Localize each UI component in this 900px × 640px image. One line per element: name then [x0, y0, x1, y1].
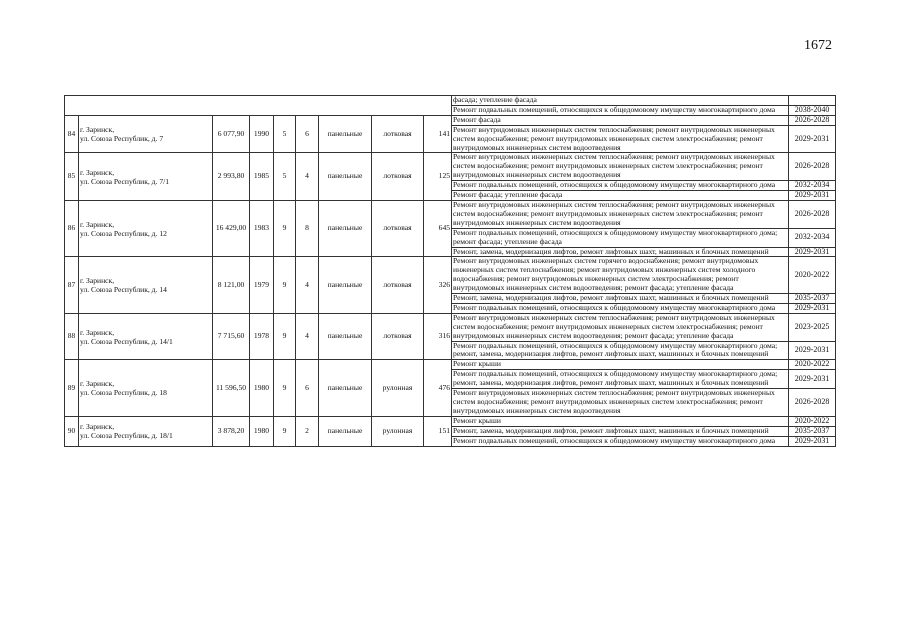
work-period: 2026-2028 [789, 153, 836, 181]
work-description: Ремонт подвальных помещений, относящихся к общедомовому имуществу многоквартирного дома [452, 181, 789, 191]
build-year: 1979 [250, 257, 274, 313]
work-description: Ремонт внутридомовых инженерных систем теплоснабжения; ремонт внутридомовых инженерных систем водоснабжения; ремонт внутридомовых инженерных систем электроснабжения; ремонт внутридомовых инженерных систем водоотведения [452, 153, 789, 181]
address-street: ул. Союза Республик, д. 14/1 [80, 336, 173, 346]
work-period: 2026-2028 [789, 200, 836, 228]
house-address [79, 200, 213, 256]
work-period: 2020-2022 [789, 416, 836, 426]
work-period: 2029-2031 [789, 370, 836, 389]
table-row [65, 257, 836, 294]
work-period: 2032-2034 [789, 228, 836, 247]
house-address [79, 257, 213, 313]
table-row [65, 96, 836, 106]
row-number: 84 [65, 115, 79, 153]
wall-material: панельные [319, 153, 372, 201]
build-year: 1980 [250, 416, 274, 446]
residents-count: 316 [424, 313, 452, 360]
work-period: 2026-2028 [789, 115, 836, 125]
row-number: 90 [65, 416, 79, 446]
work-period [789, 96, 836, 106]
roof-type: рулонная [372, 416, 424, 446]
total-area: 7 715,60 [213, 313, 250, 360]
total-area: 6 077,90 [213, 115, 250, 153]
work-description: Ремонт подвальных помещений, относящихся к общедомовому имуществу многоквартирного дома [452, 105, 789, 115]
work-period: 2029-2031 [789, 436, 836, 446]
row-number: 89 [65, 360, 79, 416]
table-row [65, 200, 836, 228]
continued-house-cell [65, 96, 452, 116]
roof-type: лотковая [372, 313, 424, 360]
row-number: 88 [65, 313, 79, 360]
work-description: Ремонт подвальных помещений, относящихся к общедомовому имуществу многоквартирного дома [452, 303, 789, 313]
address-city: г. Заринск, [80, 125, 115, 135]
work-period: 2020-2022 [789, 360, 836, 370]
table-row [65, 153, 836, 181]
house-address [79, 115, 213, 153]
work-period: 2035-2037 [789, 426, 836, 436]
entrances-count: 4 [296, 153, 319, 201]
floors-count: 9 [274, 257, 296, 313]
work-description: Ремонт, замена, модернизация лифтов, ремонт лифтовых шахт, машинных и блочных помещений [452, 426, 789, 436]
work-description: Ремонт крыши [452, 360, 789, 370]
floors-count: 5 [274, 153, 296, 201]
work-period: 2032-2034 [789, 181, 836, 191]
work-period: 2029-2031 [789, 247, 836, 257]
work-description: Ремонт подвальных помещений, относящихся к общедомовому имуществу многоквартирного дома [452, 436, 789, 446]
work-period: 2029-2031 [789, 303, 836, 313]
work-description: Ремонт внутридомовых инженерных систем теплоснабжения; ремонт внутридомовых инженерных систем водоснабжения; ремонт внутридомовых инженерных систем электроснабжения; ремонт внутридомовых инженерных систем водоотведения [452, 200, 789, 228]
floors-count: 9 [274, 200, 296, 256]
house-address [79, 313, 213, 360]
table-row [65, 360, 836, 370]
repair-schedule-table [64, 95, 836, 447]
roof-type: рулонная [372, 360, 424, 416]
entrances-count: 8 [296, 200, 319, 256]
address-street: ул. Союза Республик, д. 14 [80, 285, 167, 295]
address-street: ул. Союза Республик, д. 12 [80, 228, 167, 238]
wall-material: панельные [319, 416, 372, 446]
wall-material: панельные [319, 115, 372, 153]
table-row [65, 313, 836, 341]
work-period: 2035-2037 [789, 294, 836, 304]
table-row [65, 416, 836, 426]
work-description: Ремонт крыши [452, 416, 789, 426]
table-row [65, 115, 836, 125]
work-period: 2029-2031 [789, 125, 836, 153]
address-street: ул. Союза Республик, д. 7/1 [80, 176, 170, 186]
address-city: г. Заринск, [80, 422, 115, 432]
residents-count: 476 [424, 360, 452, 416]
wall-material: панельные [319, 360, 372, 416]
work-description: Ремонт подвальных помещений, относящихся к общедомовому имуществу многоквартирного дома; ремонт, замена, модернизация лифтов, ремонт лифтовых шахт, машинных и блочных помещений [452, 370, 789, 389]
total-area: 11 596,50 [213, 360, 250, 416]
work-period: 2029-2031 [789, 341, 836, 360]
table-body [65, 96, 836, 447]
roof-type: лотковая [372, 257, 424, 313]
residents-count: 645 [424, 200, 452, 256]
entrances-count: 4 [296, 257, 319, 313]
work-period: 2029-2031 [789, 191, 836, 201]
floors-count: 9 [274, 313, 296, 360]
address-street: ул. Союза Республик, д. 7 [80, 134, 164, 144]
work-period: 2026-2028 [789, 389, 836, 417]
entrances-count: 4 [296, 313, 319, 360]
build-year: 1978 [250, 313, 274, 360]
row-number: 86 [65, 200, 79, 256]
address-city: г. Заринск, [80, 167, 115, 177]
work-description: Ремонт подвальных помещений, относящихся к общедомовому имуществу многоквартирного дома; ремонт, замена, модернизация лифтов, ремонт лифтовых шахт, машинных и блочных помещений [452, 341, 789, 360]
roof-type: лотковая [372, 153, 424, 201]
work-description: фасада; утепление фасада [452, 96, 789, 106]
roof-type: лотковая [372, 115, 424, 153]
residents-count: 125 [424, 153, 452, 201]
work-period: 2038-2040 [789, 105, 836, 115]
address-city: г. Заринск, [80, 327, 115, 337]
residents-count: 141 [424, 115, 452, 153]
address-city: г. Заринск, [80, 276, 115, 286]
floors-count: 9 [274, 360, 296, 416]
wall-material: панельные [319, 257, 372, 313]
build-year: 1983 [250, 200, 274, 256]
residents-count: 326 [424, 257, 452, 313]
address-street: ул. Союза Республик, д. 18/1 [80, 431, 173, 441]
house-address [79, 360, 213, 416]
work-description: Ремонт подвальных помещений, относящихся к общедомовому имуществу многоквартирного дома; ремонт фасада; утепление фасада [452, 228, 789, 247]
work-description: Ремонт внутридомовых инженерных систем теплоснабжения; ремонт внутридомовых инженерных систем водоснабжения; ремонт внутридомовых инженерных систем электроснабжения; ремонт внутридомовых инженерных систем водоотведения; ремонт фасада; утепление фасада [452, 313, 789, 341]
build-year: 1985 [250, 153, 274, 201]
entrances-count: 6 [296, 115, 319, 153]
address-city: г. Заринск, [80, 219, 115, 229]
work-period: 2023-2025 [789, 313, 836, 341]
roof-type: лотковая [372, 200, 424, 256]
row-number: 85 [65, 153, 79, 201]
work-description: Ремонт, замена, модернизация лифтов, ремонт лифтовых шахт, машинных и блочных помещений [452, 247, 789, 257]
work-period: 2020-2022 [789, 257, 836, 294]
house-address [79, 153, 213, 201]
wall-material: панельные [319, 313, 372, 360]
address-city: г. Заринск, [80, 379, 115, 389]
work-description: Ремонт внутридомовых инженерных систем горячего водоснабжения; ремонт внутридомовых инженерных систем теплоснабжения; ремонт внутридомовых инженерных систем холодного водоснабжения; ремонт внутридомовых инженерных систем электроснабжения; ремонт внутридомовых инженерных систем водоотведения; ремонт фасада; утепление фасада [452, 257, 789, 294]
residents-count: 151 [424, 416, 452, 446]
row-number: 87 [65, 257, 79, 313]
total-area: 2 993,80 [213, 153, 250, 201]
work-description: Ремонт, замена, модернизация лифтов, ремонт лифтовых шахт, машинных и блочных помещений [452, 294, 789, 304]
total-area: 16 429,00 [213, 200, 250, 256]
house-address [79, 416, 213, 446]
entrances-count: 6 [296, 360, 319, 416]
wall-material: панельные [319, 200, 372, 256]
work-description: Ремонт внутридомовых инженерных систем теплоснабжения; ремонт внутридомовых инженерных систем водоснабжения; ремонт внутридомовых инженерных систем электроснабжения; ремонт внутридомовых инженерных систем водоотведения [452, 125, 789, 153]
work-description: Ремонт фасада [452, 115, 789, 125]
total-area: 3 878,20 [213, 416, 250, 446]
floors-count: 5 [274, 115, 296, 153]
entrances-count: 2 [296, 416, 319, 446]
work-description: Ремонт внутридомовых инженерных систем теплоснабжения; ремонт внутридомовых инженерных систем водоснабжения; ремонт внутридомовых инженерных систем электроснабжения; ремонт внутридомовых инженерных систем водоотведения [452, 389, 789, 417]
build-year: 1980 [250, 360, 274, 416]
work-description: Ремонт фасада; утепление фасада [452, 191, 789, 201]
page-number: 1672 [804, 38, 832, 53]
build-year: 1990 [250, 115, 274, 153]
total-area: 8 121,00 [213, 257, 250, 313]
address-street: ул. Союза Республик, д. 18 [80, 388, 167, 398]
floors-count: 9 [274, 416, 296, 446]
